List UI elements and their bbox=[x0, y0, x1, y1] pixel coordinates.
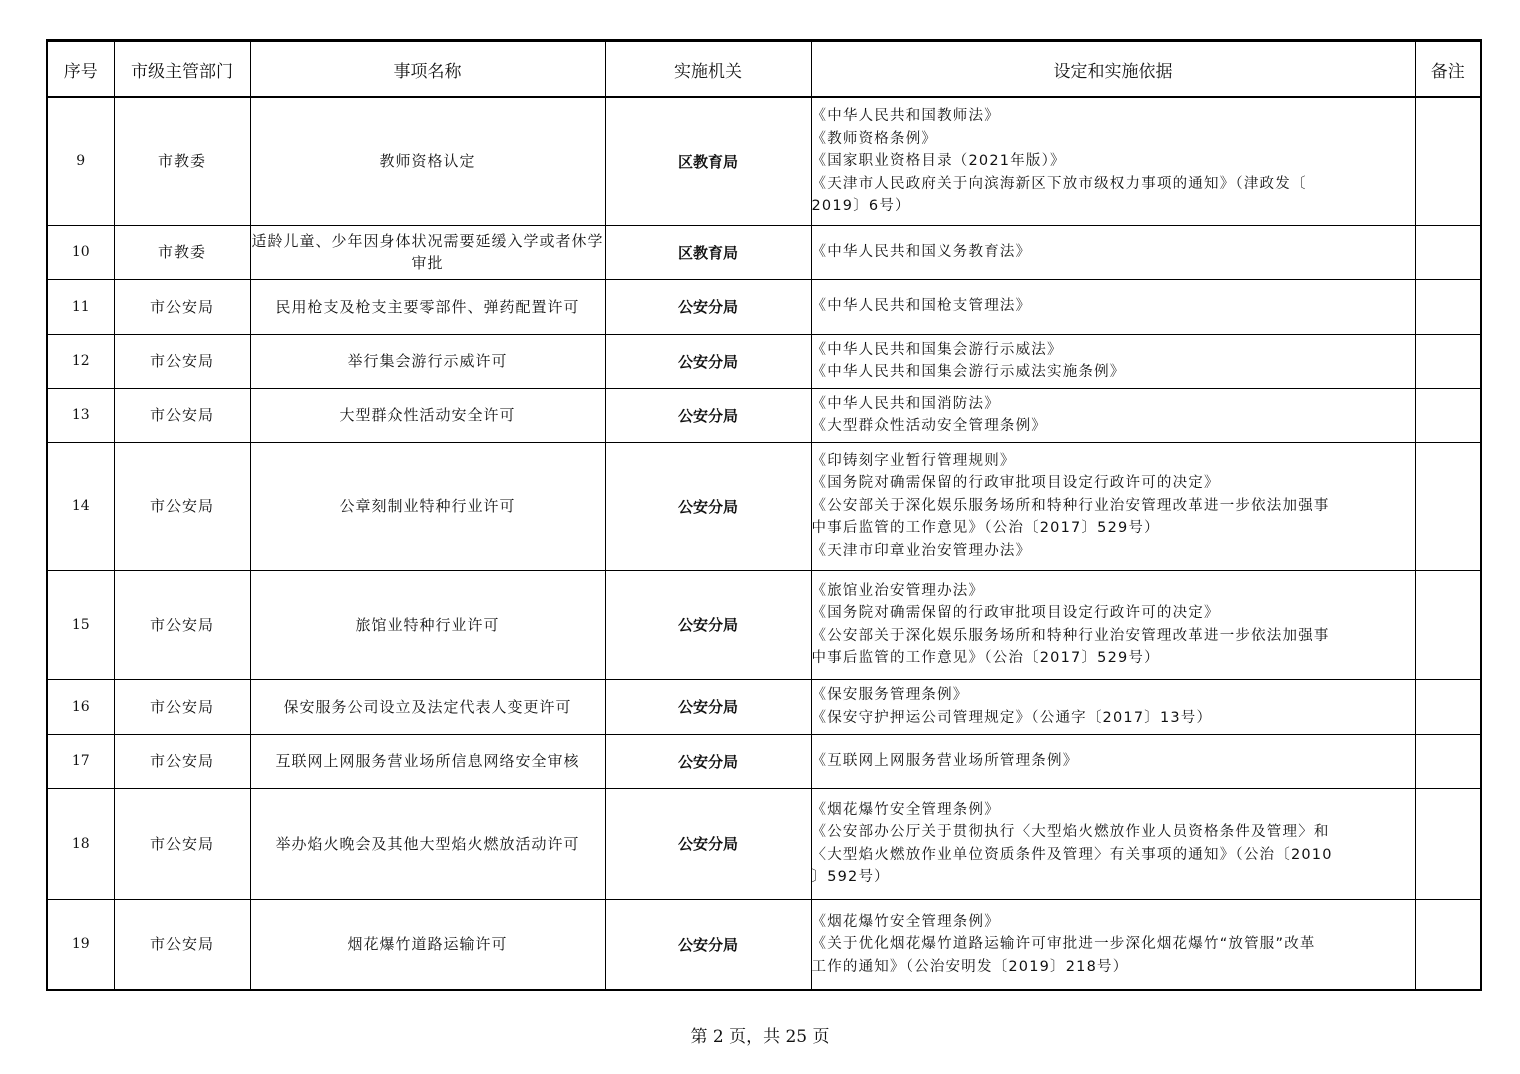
row-item-name: 大型群众性活动安全许可 bbox=[250, 388, 605, 442]
row-note bbox=[1415, 279, 1481, 334]
basis-line: 《保安服务管理条例》 bbox=[811, 687, 969, 703]
row-note bbox=[1415, 334, 1481, 388]
row-department: 市教委 bbox=[114, 97, 250, 225]
row-department: 市公安局 bbox=[114, 899, 250, 990]
table-row bbox=[47, 279, 1481, 334]
row-agency: 公安分局 bbox=[605, 899, 811, 990]
basis-line: 《中华人民共和国集会游行示威法实施条例》 bbox=[811, 364, 1126, 380]
basis-line: 《互联网上网服务营业场所管理条例》 bbox=[811, 752, 1079, 769]
table-row bbox=[47, 225, 1481, 279]
row-note bbox=[1415, 388, 1481, 442]
row-basis bbox=[811, 334, 1415, 388]
row-basis bbox=[811, 225, 1415, 279]
basis-line: 《保安守护押运公司管理规定》（公通字〔2017〕13号） bbox=[811, 709, 1213, 726]
basis-line: 中事后监管的工作意见》（公治〔2017〕529号） bbox=[811, 650, 1160, 666]
table-header-row bbox=[47, 41, 1481, 98]
table-row bbox=[47, 679, 1481, 734]
basis-line: 《国务院对确需保留的行政审批项目设定行政许可的决定》 bbox=[811, 605, 1220, 621]
table-row bbox=[47, 899, 1481, 990]
basis-line: 《中华人民共和国教师法》 bbox=[811, 108, 1000, 124]
basis-line: 《中华人民共和国枪支管理法》 bbox=[811, 298, 1032, 315]
basis-line: 《天津市人民政府关于向滨海新区下放市级权力事项的通知》（津政发〔 bbox=[811, 175, 1307, 192]
row-item-name: 举行集会游行示威许可 bbox=[250, 334, 605, 388]
row-note bbox=[1415, 570, 1481, 679]
row-agency: 区教育局 bbox=[605, 97, 811, 225]
row-basis bbox=[811, 899, 1415, 990]
table-row bbox=[47, 334, 1481, 388]
basis-line: 《中华人民共和国消防法》 bbox=[811, 395, 1000, 412]
row-department: 市公安局 bbox=[114, 334, 250, 388]
row-item-name: 保安服务公司设立及法定代表人变更许可 bbox=[250, 679, 605, 734]
basis-line: 《中华人民共和国集会游行示威法》 bbox=[811, 341, 1063, 358]
basis-line: 〕592号） bbox=[811, 869, 890, 885]
row-note bbox=[1415, 679, 1481, 734]
row-note bbox=[1415, 442, 1481, 570]
row-item-name: 民用枪支及枪支主要零部件、弹药配置许可 bbox=[250, 279, 605, 334]
row-number: 9 bbox=[47, 97, 114, 225]
basis-line: 《烟花爆竹安全管理条例》 bbox=[811, 913, 1000, 930]
row-basis bbox=[811, 388, 1415, 442]
row-basis bbox=[811, 679, 1415, 734]
row-basis bbox=[811, 279, 1415, 334]
row-note bbox=[1415, 734, 1481, 788]
basis-line: 《国家职业资格目录（2021年版）》 bbox=[811, 153, 1066, 169]
table-row bbox=[47, 97, 1481, 225]
basis-line: 《印铸刻字业暂行管理规则》 bbox=[811, 452, 1016, 469]
basis-line: 工作的通知》（公治安明发〔2019〕218号） bbox=[811, 958, 1129, 975]
row-basis bbox=[811, 442, 1415, 570]
basis-line: 〈大型焰火燃放作业单位资质条件及管理〉有关事项的通知》（公治〔2010 bbox=[811, 846, 1333, 863]
header-no: 序号 bbox=[47, 41, 114, 98]
basis-line: 中事后监管的工作意见》（公治〔2017〕529号） bbox=[811, 520, 1160, 537]
basis-line: 《关于优化烟花爆竹道路运输许可审批进一步深化烟花爆竹“放管服”改革 bbox=[811, 936, 1316, 952]
header-note: 备注 bbox=[1415, 41, 1481, 98]
header-agency: 实施机关 bbox=[605, 41, 811, 98]
row-note bbox=[1415, 97, 1481, 225]
row-item-name: 旅馆业特种行业许可 bbox=[250, 570, 605, 679]
row-department: 市公安局 bbox=[114, 388, 250, 442]
basis-line: 《公安部办公厅关于贯彻执行〈大型焰火燃放作业人员资格条件及管理〉和 bbox=[811, 824, 1330, 840]
table-row bbox=[47, 388, 1481, 442]
row-department: 市公安局 bbox=[114, 442, 250, 570]
header-dept: 市级主管部门 bbox=[114, 41, 250, 98]
row-item-name: 适龄儿童、少年因身体状况需要延缓入学或者休学审批 bbox=[250, 225, 605, 279]
row-item-name: 公章刻制业特种行业许可 bbox=[250, 442, 605, 570]
row-agency: 公安分局 bbox=[605, 570, 811, 679]
row-department: 市公安局 bbox=[114, 679, 250, 734]
basis-line: 《公安部关于深化娱乐服务场所和特种行业治安管理改革进一步依法加强事 bbox=[811, 627, 1330, 644]
row-number: 15 bbox=[47, 570, 114, 679]
row-department: 市公安局 bbox=[114, 570, 250, 679]
row-note bbox=[1415, 899, 1481, 990]
table-body bbox=[47, 97, 1481, 990]
row-number: 17 bbox=[47, 734, 114, 788]
row-agency: 区教育局 bbox=[605, 225, 811, 279]
row-number: 16 bbox=[47, 679, 114, 734]
table-row bbox=[47, 442, 1481, 570]
table-row bbox=[47, 734, 1481, 788]
row-item-name: 互联网上网服务营业场所信息网络安全审核 bbox=[250, 734, 605, 788]
basis-line: 《天津市印章业治安管理办法》 bbox=[811, 542, 1032, 559]
row-basis bbox=[811, 734, 1415, 788]
row-number: 14 bbox=[47, 442, 114, 570]
row-basis bbox=[811, 788, 1415, 899]
row-number: 11 bbox=[47, 279, 114, 334]
row-number: 10 bbox=[47, 225, 114, 279]
basis-line: 《公安部关于深化娱乐服务场所和特种行业治安管理改革进一步依法加强事 bbox=[811, 497, 1330, 514]
page-number: 第 2 页，共 25 页 bbox=[690, 1027, 830, 1047]
row-note bbox=[1415, 225, 1481, 279]
basis-line: 《教师资格条例》 bbox=[811, 130, 938, 147]
row-department: 市公安局 bbox=[114, 788, 250, 899]
row-agency: 公安分局 bbox=[605, 334, 811, 388]
row-number: 18 bbox=[47, 788, 114, 899]
row-basis bbox=[811, 570, 1415, 679]
row-basis bbox=[811, 97, 1415, 225]
document-sheet bbox=[46, 39, 1480, 991]
header-basis: 设定和实施依据 bbox=[811, 41, 1415, 98]
basis-line: 2019〕6号） bbox=[811, 198, 911, 214]
header-item: 事项名称 bbox=[250, 41, 605, 98]
row-number: 13 bbox=[47, 388, 114, 442]
row-agency: 公安分局 bbox=[605, 788, 811, 899]
row-department: 市教委 bbox=[114, 225, 250, 279]
table-row bbox=[47, 570, 1481, 679]
row-note bbox=[1415, 788, 1481, 899]
row-agency: 公安分局 bbox=[605, 734, 811, 788]
row-item-name: 烟花爆竹道路运输许可 bbox=[250, 899, 605, 990]
basis-line: 《旅馆业治安管理办法》 bbox=[811, 582, 985, 599]
basis-line: 《大型群众性活动安全管理条例》 bbox=[811, 418, 1047, 434]
row-agency: 公安分局 bbox=[605, 279, 811, 334]
basis-line: 《中华人民共和国义务教育法》 bbox=[811, 243, 1032, 260]
row-department: 市公安局 bbox=[114, 734, 250, 788]
row-agency: 公安分局 bbox=[605, 388, 811, 442]
row-item-name: 教师资格认定 bbox=[250, 97, 605, 225]
basis-line: 《国务院对确需保留的行政审批项目设定行政许可的决定》 bbox=[811, 475, 1220, 492]
permit-items-table bbox=[46, 39, 1482, 991]
row-agency: 公安分局 bbox=[605, 679, 811, 734]
table-row bbox=[47, 788, 1481, 899]
row-agency: 公安分局 bbox=[605, 442, 811, 570]
basis-line: 《烟花爆竹安全管理条例》 bbox=[811, 801, 1000, 818]
row-number: 19 bbox=[47, 899, 114, 990]
row-item-name: 举办焰火晚会及其他大型焰火燃放活动许可 bbox=[250, 788, 605, 899]
row-department: 市公安局 bbox=[114, 279, 250, 334]
row-number: 12 bbox=[47, 334, 114, 388]
